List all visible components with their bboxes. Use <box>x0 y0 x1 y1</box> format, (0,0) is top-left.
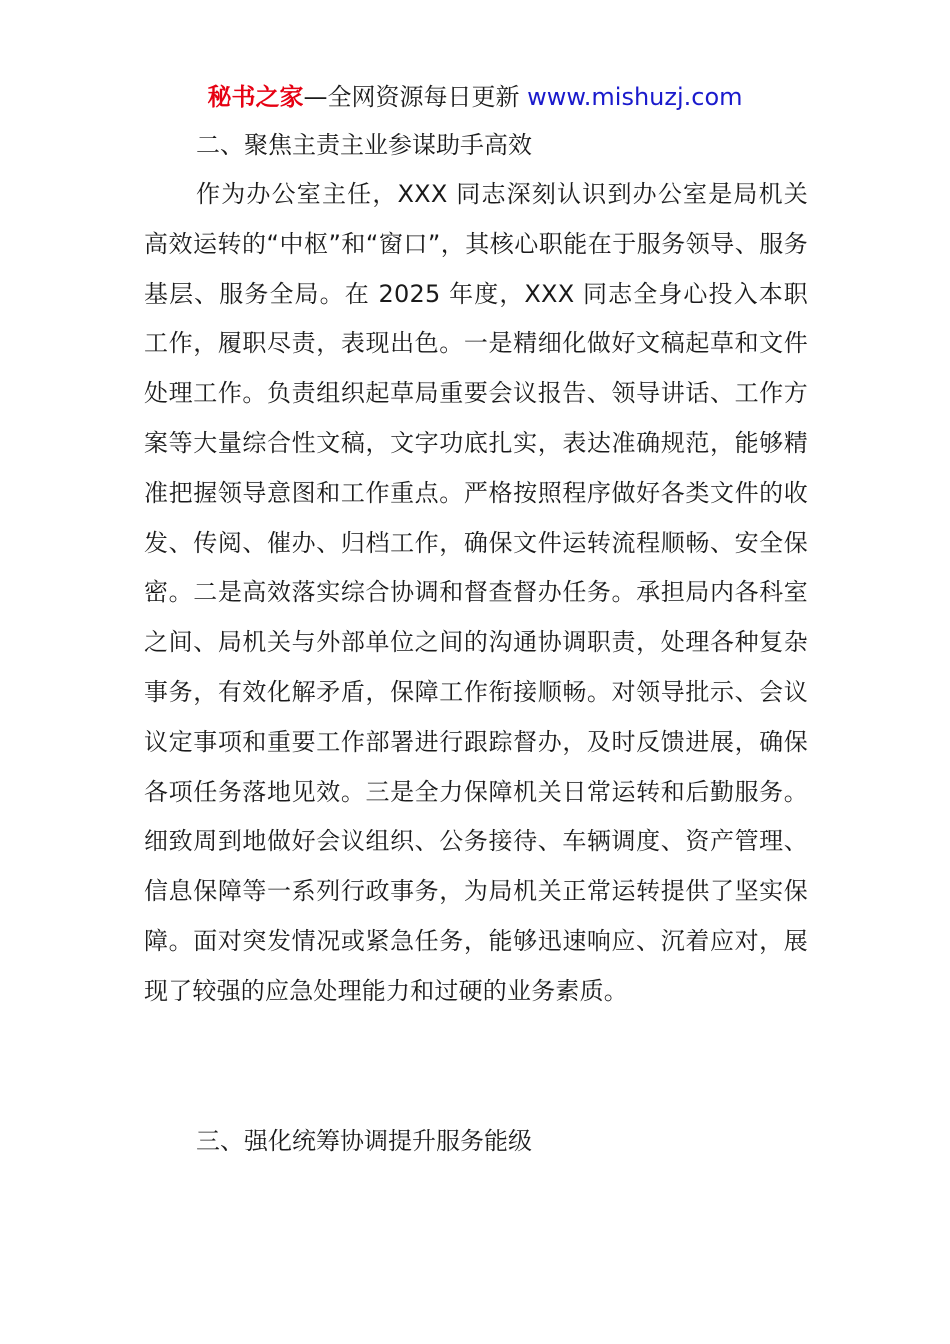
site-url-link[interactable]: www.mishuzj.com <box>527 83 743 111</box>
site-header <box>0 80 950 114</box>
site-brand: 秘书之家 <box>207 83 304 111</box>
site-tagline: —全网资源每日更新 <box>303 83 528 111</box>
section-heading-2: 二、聚焦主责主业参谋助手高效 <box>196 131 532 159</box>
section-heading-3: 三、强化统筹协调提升服务能级 <box>196 1127 532 1155</box>
section-2-paragraph: 作为办公室主任，XXX 同志深刻认识到办公室是局机关高效运转的“中枢”和“窗口”，其核心职能在于服务领导、服务基层、服务全局。在 2025 年度，XXX 同志全身心投入本职工作，履职尽责，表现出色。一是精细化做好文稿起草和文件处理工作。负责组织起草局重要会议报告、领导讲话、工作方案等大量综合性文稿，文字功底扎实，表达准确规范，能够精准把握领导意图和工作重点。严格按照程序做好各类文件的收发、传阅、催办、归档工作，确保文件运转流程顺畅、安全保密。二是高效落实综合协调和督查督办任务。承担局内各科室之间、局机关与外部单位之间的沟通协调职责，处理各种复杂事务，有效化解矛盾，保障工作衔接顺畅。对领导批示、会议议定事项和重要工作部署进行跟踪督办，及时反馈进展，确保各项任务落地见效。三是全力保障机关日常运转和后勤服务。细致周到地做好会议组织、公务接待、车辆调度、资产管理、信息保障等一系列行政事务，为局机关正常运转提供了坚实保障。面对突发情况或紧急任务，能够迅速响应、沉着应对，展现了较强的应急处理能力和过硬的业务素质。 <box>144 180 808 1005</box>
